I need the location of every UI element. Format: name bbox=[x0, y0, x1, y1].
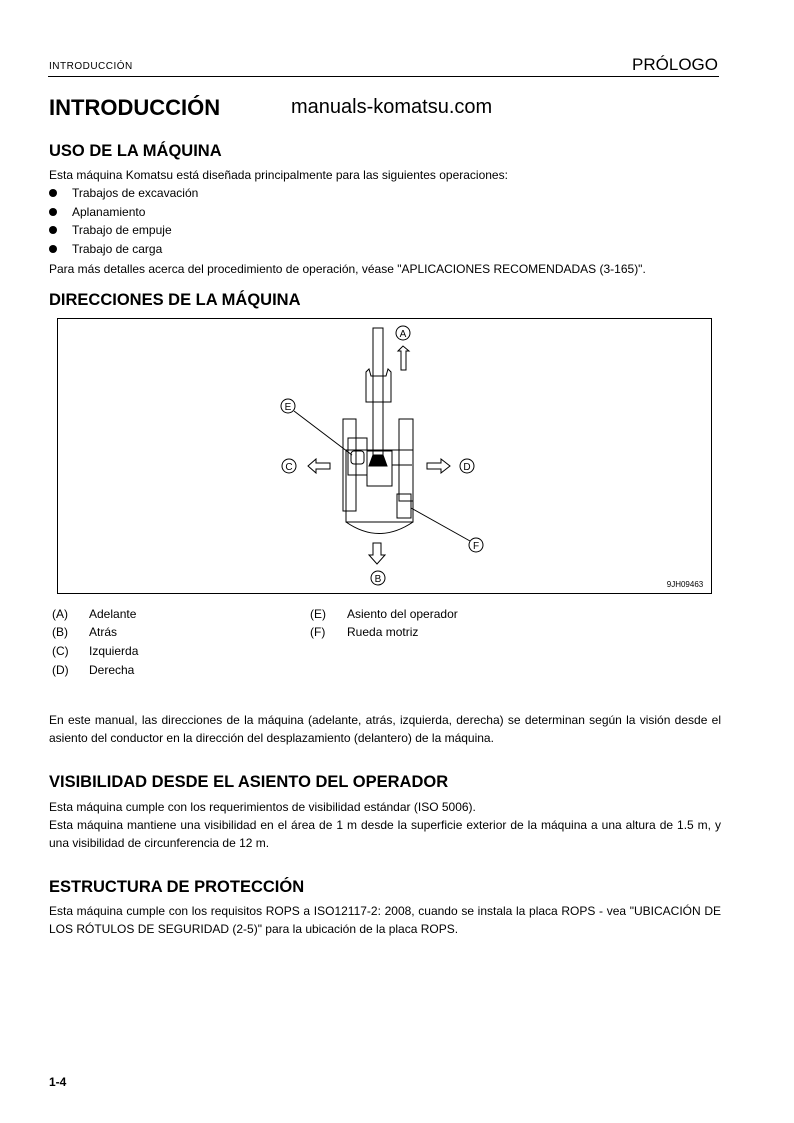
label-f: F bbox=[472, 541, 480, 552]
label-b: B bbox=[374, 574, 382, 585]
watermark: manuals-komatsu.com bbox=[291, 96, 493, 118]
right-track bbox=[399, 419, 413, 501]
legend-item: (B) Atrás bbox=[52, 625, 118, 639]
uso-note: Para más detalles acerca del procedimiento de operación, véase "APLICACIONES RECOMENDADAS (3-165)". bbox=[49, 262, 646, 276]
arrow-back-icon bbox=[369, 543, 385, 564]
figure-code: 9JH09463 bbox=[666, 580, 704, 589]
visibilidad-p1: Esta máquina cumple con los requerimientos de visibilidad estándar (ISO 5006). bbox=[49, 800, 476, 814]
list-item-text: Trabajos de excavación bbox=[72, 186, 199, 200]
label-d: D bbox=[463, 462, 471, 473]
legend-item: (A) Adelante bbox=[52, 607, 137, 621]
boom bbox=[373, 328, 383, 456]
arrow-right-icon bbox=[427, 459, 450, 473]
uso-intro: Esta máquina Komatsu está diseñada principalmente para las siguientes operaciones: bbox=[49, 168, 508, 182]
arrow-left-icon bbox=[308, 459, 330, 473]
arrow-forward-icon bbox=[398, 346, 409, 370]
list-item-text: Trabajo de empuje bbox=[72, 223, 172, 237]
heading-direcciones: DIRECCIONES DE LA MÁQUINA bbox=[49, 291, 301, 309]
label-e: E bbox=[284, 402, 292, 413]
visibilidad-p2: Esta máquina mantiene una visibilidad en el área de 1 m desde la superficie exterior de la máquina a una altura de 1.5 m, y una visibilidad de circunferencia de 12 m. bbox=[49, 818, 721, 850]
page-title: INTRODUCCIÓN bbox=[49, 95, 221, 120]
legend-item: (F) Rueda motriz bbox=[310, 625, 419, 639]
leader-f bbox=[411, 508, 470, 541]
header-chapter: PRÓLOGO bbox=[632, 55, 718, 74]
legend-item: (C) Izquierda bbox=[52, 644, 139, 658]
heading-estructura: ESTRUCTURA DE PROTECCIÓN bbox=[49, 878, 305, 896]
counterweight bbox=[346, 522, 413, 534]
direcciones-paragraph: En este manual, las direcciones de la máquina (adelante, atrás, izquierda, derecha) se determinan según la visión desde el asiento del conductor en la dirección del desplazamiento (delantero) de la máquina. bbox=[49, 713, 721, 745]
page-number: 1-4 bbox=[49, 1075, 67, 1089]
estructura-p1: Esta máquina cumple con los requisitos ROPS a ISO12117-2: 2008, cuando se instala la placa ROPS - vea "UBICACIÓN DE LOS RÓTULOS DE SEGURIDAD (2-5)" para la ubicación de la placa ROPS. bbox=[49, 904, 721, 936]
label-c: C bbox=[285, 462, 293, 473]
heading-uso: USO DE LA MÁQUINA bbox=[49, 142, 222, 160]
list-item-text: Aplanamiento bbox=[72, 205, 146, 219]
list-item-text: Trabajo de carga bbox=[72, 242, 163, 256]
boom-foot bbox=[369, 455, 387, 466]
heading-visibilidad: VISIBILIDAD DESDE EL ASIENTO DEL OPERADOR bbox=[49, 773, 449, 791]
arm-clamp bbox=[366, 369, 391, 402]
label-a: A bbox=[399, 329, 407, 340]
legend-item: (E) Asiento del operador bbox=[310, 607, 458, 621]
left-track bbox=[343, 419, 356, 511]
legend-item: (D) Derecha bbox=[52, 663, 135, 677]
seat bbox=[351, 451, 364, 464]
header-section: INTRODUCCIÓN bbox=[49, 61, 133, 72]
